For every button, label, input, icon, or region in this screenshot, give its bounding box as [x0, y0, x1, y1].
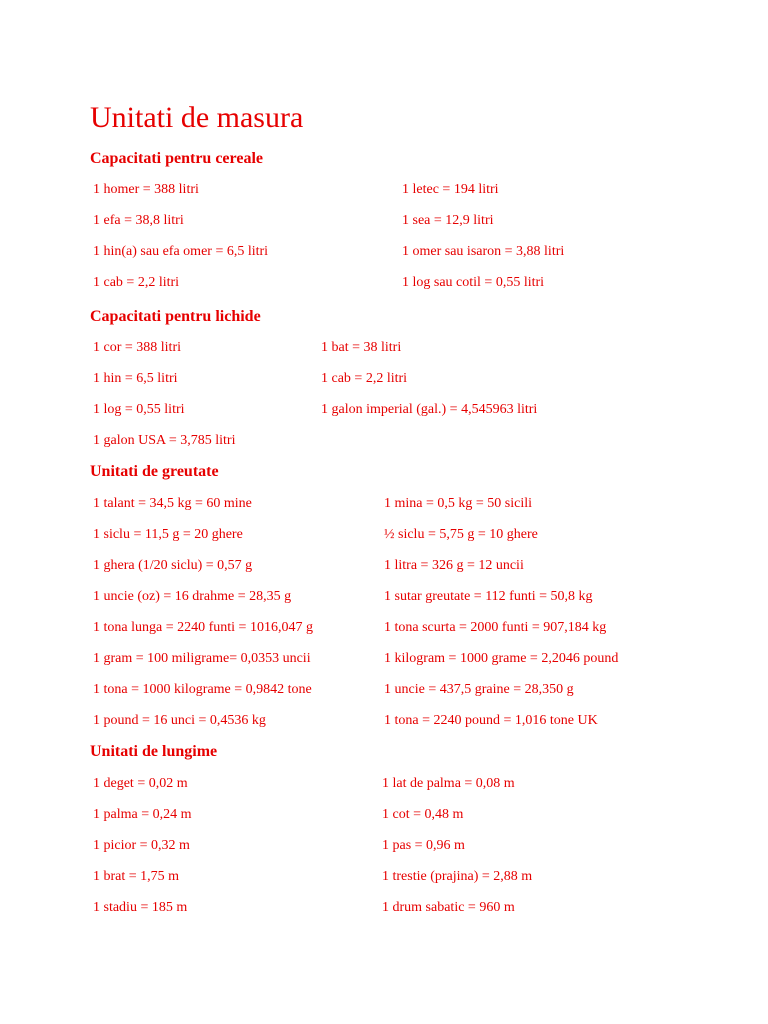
unit-entry-left: 1 tona lunga = 2240 funti = 1016,047 g	[93, 620, 313, 635]
unit-entry-right: 1 cot = 0,48 m	[382, 807, 464, 822]
unit-entry-right: 1 trestie (prajina) = 2,88 m	[382, 869, 533, 884]
unit-entry-left: 1 cor = 388 litri	[93, 340, 181, 355]
unit-entry-left: 1 homer = 388 litri	[93, 182, 199, 197]
unit-entry-left: 1 siclu = 11,5 g = 20 ghere	[93, 527, 243, 542]
unit-entry-left: 1 brat = 1,75 m	[93, 869, 180, 884]
unit-entry-right: 1 litra = 326 g = 12 uncii	[384, 558, 524, 573]
unit-entry-left: 1 talant = 34,5 kg = 60 mine	[93, 496, 252, 511]
unit-entry-right: 1 drum sabatic = 960 m	[382, 900, 515, 915]
unit-entry-right: 1 kilogram = 1000 grame = 2,2046 pound	[384, 651, 619, 666]
unit-entry-left: 1 hin(a) sau efa omer = 6,5 litri	[93, 244, 269, 259]
unit-entry-left: 1 hin = 6,5 litri	[93, 371, 178, 386]
section-heading: Unitati de greutate	[90, 463, 219, 480]
unit-entry-left: 1 deget = 0,02 m	[93, 776, 188, 791]
unit-entry-left: 1 pound = 16 unci = 0,4536 kg	[93, 713, 266, 728]
unit-entry-left: 1 efa = 38,8 litri	[93, 213, 184, 228]
section-heading: Capacitati pentru lichide	[90, 308, 261, 325]
unit-entry-right: 1 letec = 194 litri	[402, 182, 499, 197]
unit-entry-right: 1 sutar greutate = 112 funti = 50,8 kg	[384, 589, 593, 604]
unit-entry-right: 1 lat de palma = 0,08 m	[382, 776, 515, 791]
unit-entry-right: 1 pas = 0,96 m	[382, 838, 465, 853]
unit-entry-left: 1 palma = 0,24 m	[93, 807, 192, 822]
unit-entry-left: 1 cab = 2,2 litri	[93, 275, 180, 290]
unit-entry-right: 1 mina = 0,5 kg = 50 sicili	[384, 496, 533, 511]
unit-entry-left: 1 uncie (oz) = 16 drahme = 28,35 g	[93, 589, 292, 604]
unit-entry-left: 1 picior = 0,32 m	[93, 838, 190, 853]
unit-entry-left: 1 galon USA = 3,785 litri	[93, 433, 236, 448]
unit-entry-left: 1 stadiu = 185 m	[93, 900, 188, 915]
unit-entry-left: 1 log = 0,55 litri	[93, 402, 185, 417]
unit-entry-right: 1 galon imperial (gal.) = 4,545963 litri	[321, 402, 538, 417]
unit-entry-right: 1 uncie = 437,5 graine = 28,350 g	[384, 682, 574, 697]
unit-entry-left: 1 gram = 100 miligrame= 0,0353 uncii	[93, 651, 311, 666]
unit-entry-right: 1 sea = 12,9 litri	[402, 213, 494, 228]
unit-entry-right: 1 omer sau isaron = 3,88 litri	[402, 244, 565, 259]
unit-entry-right: 1 tona scurta = 2000 funti = 907,184 kg	[384, 620, 607, 635]
unit-entry-left: 1 tona = 1000 kilograme = 0,9842 tone	[93, 682, 312, 697]
section-heading: Capacitati pentru cereale	[90, 150, 263, 167]
unit-entry-right: 1 bat = 38 litri	[321, 340, 402, 355]
unit-entry-right: ½ siclu = 5,75 g = 10 ghere	[384, 527, 538, 542]
unit-entry-right: 1 tona = 2240 pound = 1,016 tone UK	[384, 713, 598, 728]
unit-entry-left: 1 ghera (1/20 siclu) = 0,57 g	[93, 558, 253, 573]
unit-entry-right: 1 cab = 2,2 litri	[321, 371, 408, 386]
unit-entry-right: 1 log sau cotil = 0,55 litri	[402, 275, 545, 290]
section-heading: Unitati de lungime	[90, 743, 218, 760]
page-title: Unitati de masura	[90, 101, 304, 134]
